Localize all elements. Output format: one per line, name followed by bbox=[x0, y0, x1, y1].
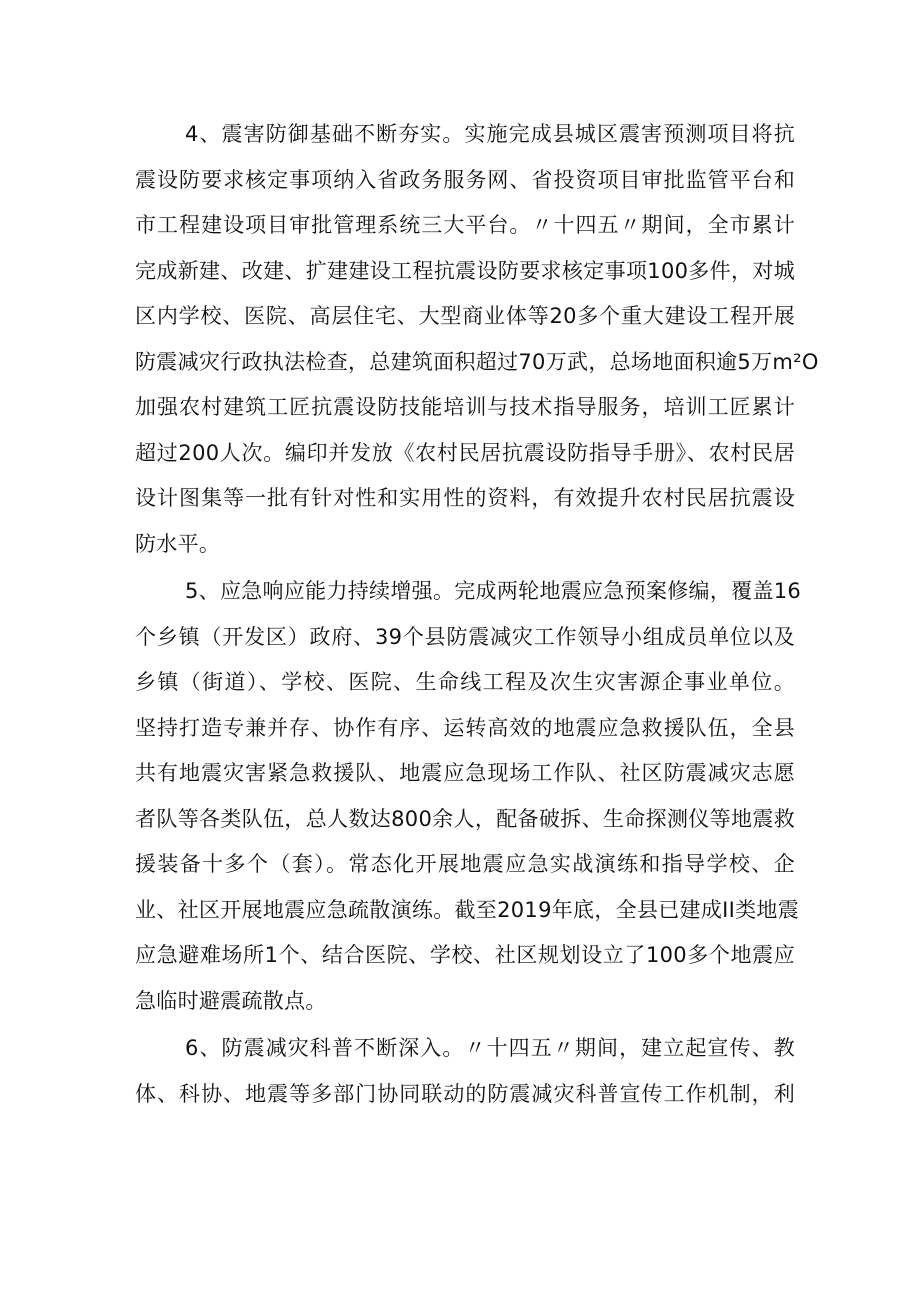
paragraph-line: 急临时避震疏散点。 bbox=[135, 988, 327, 1013]
paragraph-6 bbox=[135, 1026, 795, 1117]
document-body bbox=[135, 112, 819, 1117]
paragraph-5 bbox=[135, 569, 802, 1024]
paragraph-line: 援装备十多个（套）。常态化开展地震应急实战演练和指导学校、企 bbox=[135, 852, 795, 876]
paragraph-line: 坚持打造专兼并存、协作有序、运转高效的地震应急救援队伍，全县 bbox=[135, 715, 795, 740]
paragraph-line: 设计图集等一批有针对性和实用性的资料，有效提升农村民居抗震设 bbox=[135, 486, 795, 510]
paragraph-line: 区内学校、医院、高层住宅、大型商业体等20多个重大建设工程开展 bbox=[135, 304, 795, 328]
paragraph-line: 加强农村建筑工匠抗震设防技能培训与技术指导服务，培训工匠累计 bbox=[135, 395, 795, 419]
paragraph-line: 业、社区开展地震应急疏散演练。截至2019年底，全县已建成II类地震 bbox=[135, 897, 800, 922]
paragraph-line: 震设防要求核定事项纳入省政务服务网、省投资项目审批监管平台和 bbox=[135, 167, 795, 192]
paragraph-line: 个乡镇（开发区）政府、39个县防震减灾工作领导小组成员单位以及 bbox=[135, 624, 795, 649]
paragraph-line: 防震减灾行政执法检查，总建筑面积超过70万武，总场地面积逾5万m²O bbox=[135, 349, 819, 374]
paragraph-line: 共有地震灾害紧急救援队、地震应急现场工作队、社区防震减灾志愿 bbox=[135, 761, 795, 785]
paragraph-line: 超过200人次。编印并发放《农村民居抗震设防指导手册》、农村民居 bbox=[135, 440, 795, 465]
paragraph-line: 者队等各类队伍，总人数达800余人，配备破拆、生命探测仪等地震救 bbox=[135, 806, 795, 831]
paragraph-line: 乡镇（街道）、学校、医院、生命线工程及次生灾害源企事业单位。 bbox=[135, 670, 795, 694]
paragraph-line: 应急避难场所1个、结合医院、学校、社区规划设立了100多个地震应 bbox=[135, 943, 795, 967]
paragraph-4 bbox=[135, 112, 819, 567]
paragraph-line: 6、防震减灾科普不断深入。〃十四五〃期间，建立起宣传、教 bbox=[185, 1036, 795, 1060]
paragraph-line: 市工程建设项目审批管理系统三大平台。〃十四五〃期间，全市累计 bbox=[135, 213, 795, 237]
paragraph-line: 体、科协、地震等多部门协同联动的防震减灾科普宣传工作机制，利 bbox=[135, 1081, 795, 1106]
paragraph-line: 5、应急响应能力持续增强。完成两轮地震应急预案修编，覆盖16 bbox=[185, 579, 802, 603]
paragraph-line: 防水平。 bbox=[135, 531, 221, 556]
paragraph-line: 完成新建、改建、扩建建设工程抗震设防要求核定事项100多件，对城 bbox=[135, 258, 795, 283]
paragraph-line: 4、震害防御基础不断夯实。实施完成县城区震害预测项目将抗 bbox=[185, 122, 795, 146]
